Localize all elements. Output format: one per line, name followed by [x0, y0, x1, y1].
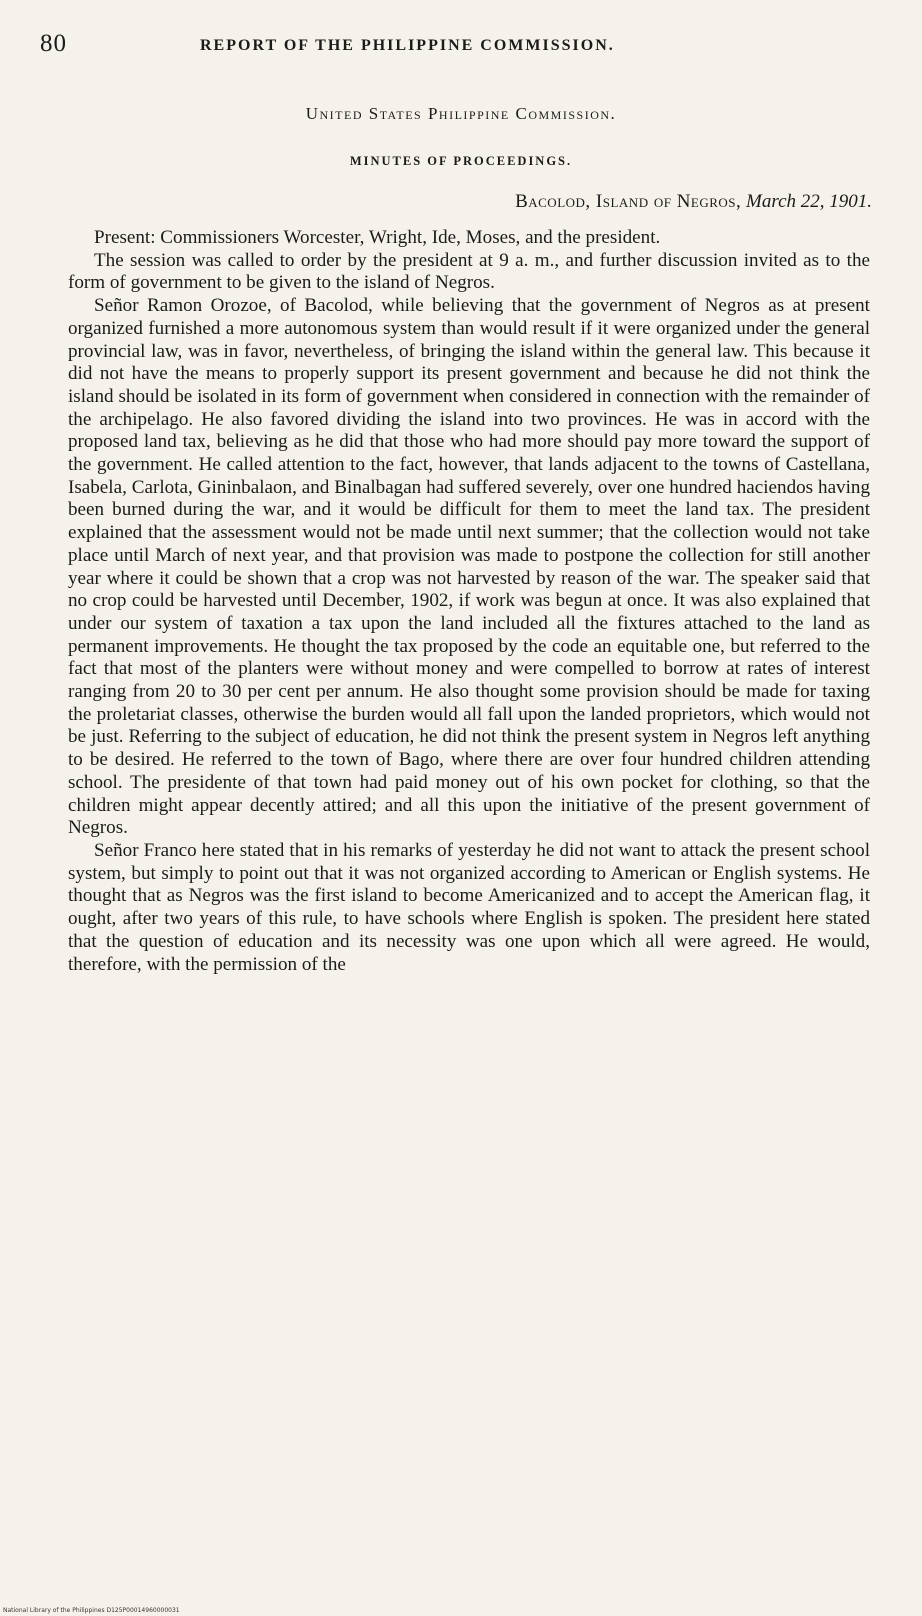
minutes-heading: MINUTES OF PROCEEDINGS.: [349, 154, 573, 168]
paragraph-orozoe-remarks: Señor Ramon Orozoe, of Bacolod, while believing that the government of Negros as at present organized furnished a more autonomous system than would result if it were organized under the general provincial law, was in favor, nevertheless, of bringing the island within the general law. This because it did not have the means to properly support its present government and because he did not think the island should be isolated in its form of government when considered in connection with the remainder of the archipelago. He also favored dividing the island into two provinces. He was in accord with the proposed land tax, believing as he did that those who had more should pay more toward the support of the government. He called attention to the fact, however, that lands adjacent to the towns of Castellana, Isabela, Carlota, Gininbalaon, and Binalbagan had suffered severely, over one hundred haciendos having been burned during the war, and it would be difficult for them to meet the land tax. The president explained that the assessment would not be made until next summer; that the collection would not take place until March of next year, and that provision was made to postpone the collection for still another year where it could be shown that a crop was not harvested by reason of the war. The speaker said that no crop could be harvested until December, 1902, if work was begun at once. It was also explained that under our system of taxation a tax upon the land included all the fixtures attached to the land as permanent improvements. He thought the tax proposed by the code an equitable one, but referred to the fact that most of the planters were without money and were compelled to borrow at rates of interest ranging from 20 to 30 per cent per annum. He also thought some provision should be made for taxing the proletariat classes, otherwise the burden would all fall upon the landed proprietors, which would not be just. Referring to the subject of education, he did not think the present system in Negros left anything to be desired. He referred to the town of Bago, where there are over four hundred children attending school. The presidente of that town had paid money out of his own pocket for clothing, so that the children might appear decently attired; and all this upon the initiative of the present government of Negros.: [68, 295, 870, 839]
paragraph-franco-remarks: Señor Franco here stated that in his remarks of yesterday he did not want to attack the present school system, but simply to point out that it was not organized according to American or English systems. He thought that as Negros was the first island to become Americanized and to accept the American flag, it ought, after two years of this rule, to have schools where English is spoken. The president here stated that the question of education and its necessity was one upon which all were agreed. He would, therefore, with the permission of the: [68, 839, 870, 975]
page-number: 80: [40, 30, 67, 57]
running-title: REPORT OF THE PHILIPPINE COMMISSION.: [200, 37, 615, 54]
dateline-place: Bacolod, Island of Negros,: [515, 191, 742, 212]
paragraph-present: Present: Commissioners Worcester, Wright, Ide, Moses, and the president.: [94, 227, 661, 248]
dateline: [515, 191, 872, 213]
commission-heading: United States Philippine Commission.: [305, 104, 617, 123]
scan-credit: National Library of the Philippines D125P00014960000031: [3, 1607, 180, 1614]
body-text: [68, 227, 870, 976]
running-header: [40, 30, 870, 64]
dateline-date: March 22, 1901.: [746, 191, 872, 212]
paragraph-session-opened: The session was called to order by the president at 9 a. m., and further discussion invited as to the form of government to be given to the island of Negros.: [68, 249, 870, 294]
